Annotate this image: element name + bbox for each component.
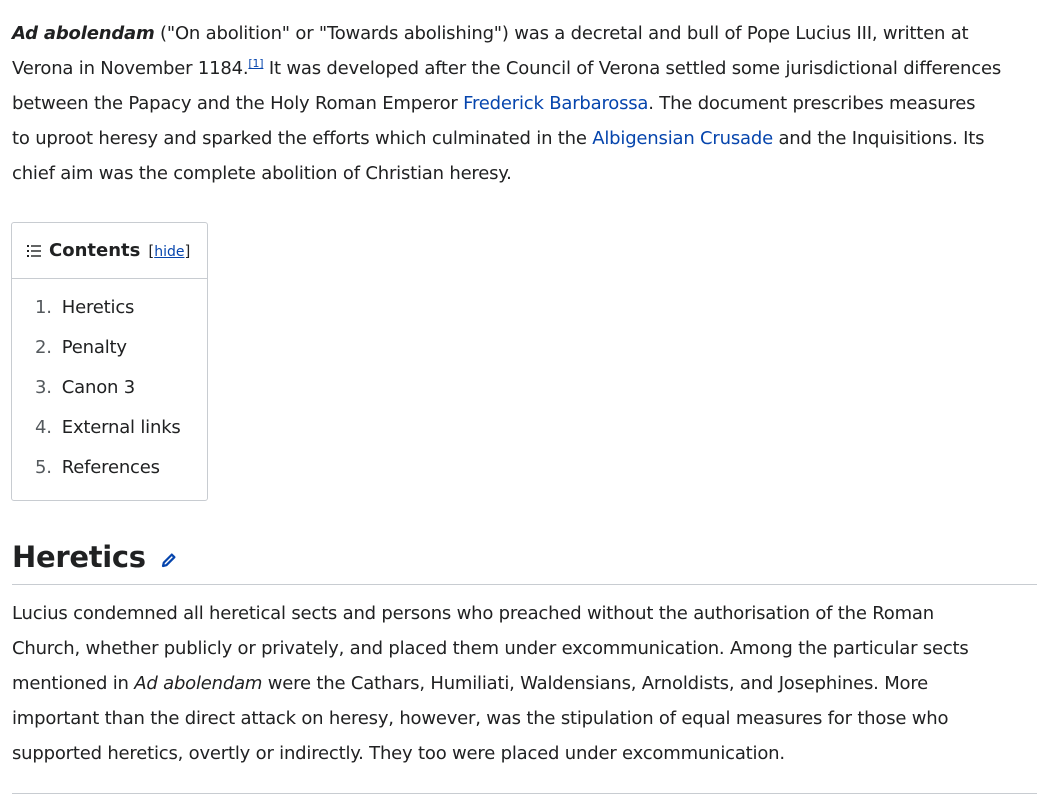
- italic-term: Ad abolendam: [134, 673, 263, 694]
- bottom-divider: [12, 793, 1037, 794]
- heretics-line-1: Lucius condemned all heretical sects and persons who preached without the authorisation of the Roman: [12, 603, 934, 624]
- pencil-icon[interactable]: [160, 551, 178, 569]
- toc-hide-link[interactable]: hide: [154, 243, 185, 260]
- toc-header: [12, 223, 207, 279]
- intro-line-1: Ad abolendam ("On abolition" or "Towards abolishing") was a decretal and bull of Pope Lucius III, written at: [12, 23, 969, 44]
- albigensian-crusade-link[interactable]: Albigensian Crusade: [592, 128, 773, 149]
- citation-ref-1[interactable]: [1]: [248, 57, 264, 70]
- intro-paragraph: [12, 16, 1040, 191]
- table-of-contents: [11, 222, 208, 501]
- toc-item-canon-3[interactable]: 3. Canon 3: [35, 377, 135, 398]
- heretics-line-5: supported heretics, overtly or indirectly. They too were placed under excommunication.: [12, 743, 785, 764]
- heretics-line-4: important than the direct attack on heresy, however, was the stipulation of equal measures for those who: [12, 708, 949, 729]
- list-icon: [27, 244, 41, 258]
- toc-toggle: [hide]: [148, 241, 191, 260]
- article-title-term: Ad abolendam: [12, 23, 155, 44]
- section-title: Heretics: [12, 540, 146, 574]
- toc-title: Contents: [49, 240, 141, 261]
- heretics-line-3: mentioned in Ad abolendam were the Cathars, Humiliati, Waldensians, Arnoldists, and Josephines. More: [12, 673, 929, 694]
- section-heading-heretics: [12, 537, 1037, 585]
- toc-item-penalty[interactable]: 2. Penalty: [35, 337, 127, 358]
- frederick-barbarossa-link[interactable]: Frederick Barbarossa: [463, 93, 649, 114]
- toc-list: [12, 279, 207, 496]
- heretics-line-2: Church, whether publicly or privately, and placed them under excommunication. Among the particular sects: [12, 638, 969, 659]
- intro-line-2: Verona in November 1184.[1] It was developed after the Council of Verona settled some jurisdictional differences: [12, 57, 1002, 79]
- toc-item-external-links[interactable]: 4. External links: [35, 417, 181, 438]
- intro-line-5: chief aim was the complete abolition of Christian heresy.: [12, 163, 512, 184]
- intro-line-3: between the Papacy and the Holy Roman Emperor Frederick Barbarossa. The document prescribes measures: [12, 93, 976, 114]
- intro-line-4: to uproot heresy and sparked the efforts which culminated in the Albigensian Crusade and the Inquisitions. Its: [12, 128, 985, 149]
- toc-item-heretics[interactable]: 1. Heretics: [35, 297, 135, 318]
- toc-item-references[interactable]: 5. References: [35, 457, 160, 478]
- heretics-paragraph: [12, 596, 1040, 771]
